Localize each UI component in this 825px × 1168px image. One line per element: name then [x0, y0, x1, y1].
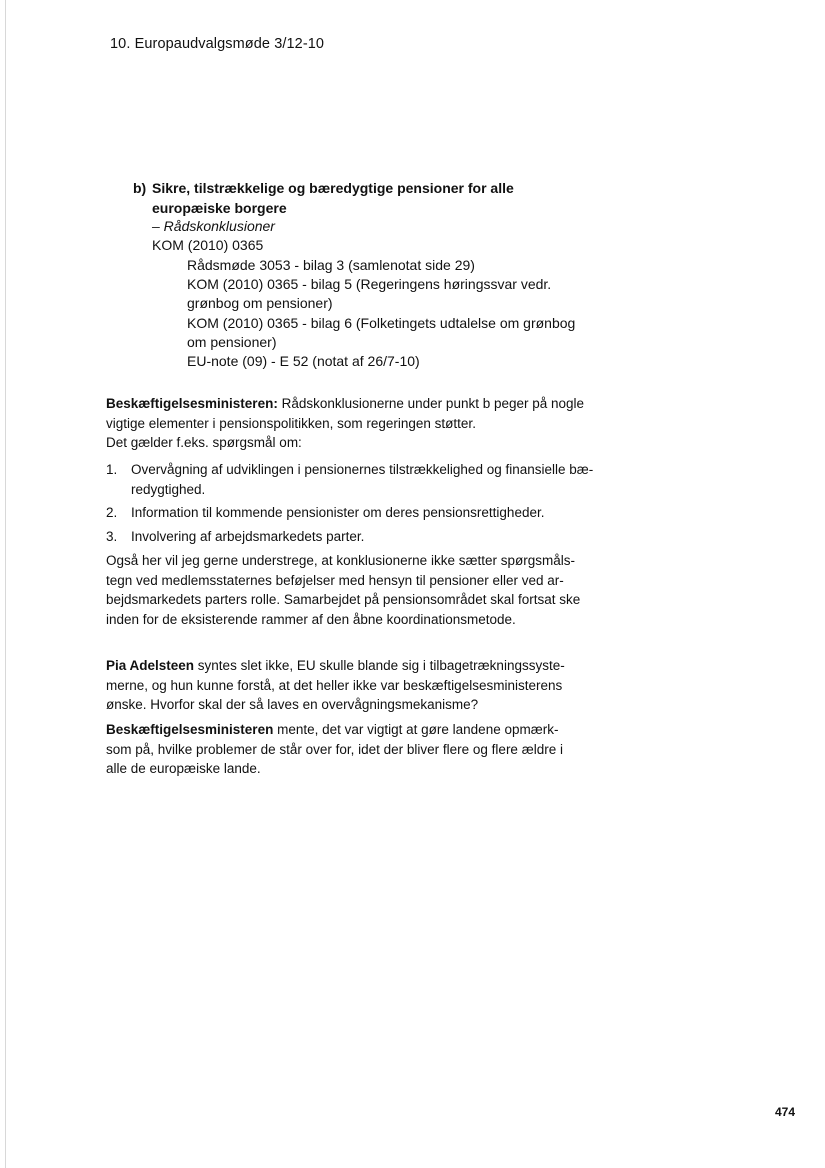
page-number: 474 [774, 1105, 795, 1119]
statement-text: mente, det var vigtigt at gøre landene opmærk- [273, 722, 559, 737]
agenda-item-title-line2: europæiske borgere [152, 200, 287, 216]
agenda-item-subtitle: – Rådskonklusioner [152, 218, 275, 234]
statement-line: ønske. Hvorfor skal der så laves en overvågningsmekanisme? [106, 697, 479, 712]
statement-line [106, 394, 596, 414]
statement-text: syntes slet ikke, EU skulle blande sig i tilbagetrækningssyste- [194, 658, 565, 673]
statement-line: alle de europæiske lande. [106, 761, 261, 776]
minister-reply [106, 720, 606, 779]
sub-reference: om pensioner) [187, 334, 277, 350]
minister-statement [106, 394, 596, 453]
list-number: 1. [106, 462, 118, 477]
statement-line: som på, hvilke problemer de står over for, idet der bliver flere og flere ældre i [106, 741, 563, 757]
statement-line: inden for de eksisterende rammer af den åbne koordinationsmetode. [106, 611, 516, 627]
list-text: redygtighed. [131, 481, 206, 497]
list-item [106, 460, 596, 499]
speaker-name: Pia Adelsteen [106, 658, 195, 673]
speaker-name: Beskæftigelsesministeren [106, 722, 274, 737]
agenda-item-reference: KOM (2010) 0365 [152, 237, 264, 253]
list-text: Information til kommende pensionister om deres pensionsrettigheder. [131, 505, 545, 520]
list-number: 3. [106, 529, 118, 544]
meeting-header: 10. Europaudvalgsmøde 3/12-10 [110, 36, 325, 52]
scan-page-edge [5, 0, 6, 1168]
agenda-item-label: b) [133, 180, 147, 196]
sub-reference: EU-note (09) - E 52 (notat af 26/7-10) [187, 353, 420, 369]
statement-line: Også her vil jeg gerne understrege, at konklusionerne ikke sætter spørgsmåls- [106, 553, 575, 568]
statement-line: Det gælder f.eks. spørgsmål om: [106, 435, 302, 450]
agenda-item-title-line1: Sikre, tilstrækkelige og bæredygtige pensioner for alle [152, 180, 514, 196]
list-item [106, 503, 596, 523]
list-number: 2. [106, 505, 118, 520]
statement-line: tegn ved medlemsstaternes beføjelser med hensyn til pensioner eller ved ar- [106, 572, 564, 588]
sub-reference: Rådsmøde 3053 - bilag 3 (samlenotat side 29) [187, 257, 475, 273]
speaker-name: Beskæftigelsesministeren: [106, 396, 278, 411]
minister-closing [106, 551, 596, 629]
list-text: Overvågning af udviklingen i pensionernes tilstrækkelighed og finansielle bæ- [131, 462, 594, 477]
sub-reference: KOM (2010) 0365 - bilag 5 (Regeringens høringssvar vedr. [187, 276, 552, 292]
statement-line: bejdsmarkedets parters rolle. Samarbejdet på pensionsområdet skal fortsat ske [106, 592, 581, 607]
statement-line: merne, og hun kunne forstå, at det heller ikke var beskæftigelsesministerens [106, 677, 563, 693]
adelsteen-statement [106, 656, 606, 715]
sub-reference: KOM (2010) 0365 - bilag 6 (Folketingets udtalelse om grønbog [187, 315, 576, 331]
list-item [106, 527, 596, 547]
list-text: Involvering af arbejdsmarkedets parter. [131, 529, 365, 544]
statement-text: Rådskonklusionerne under punkt b peger på nogle [277, 396, 585, 411]
statement-line: vigtige elementer i pensionspolitikken, som regeringen støtter. [106, 415, 476, 431]
sub-reference: grønbog om pensioner) [187, 295, 333, 311]
